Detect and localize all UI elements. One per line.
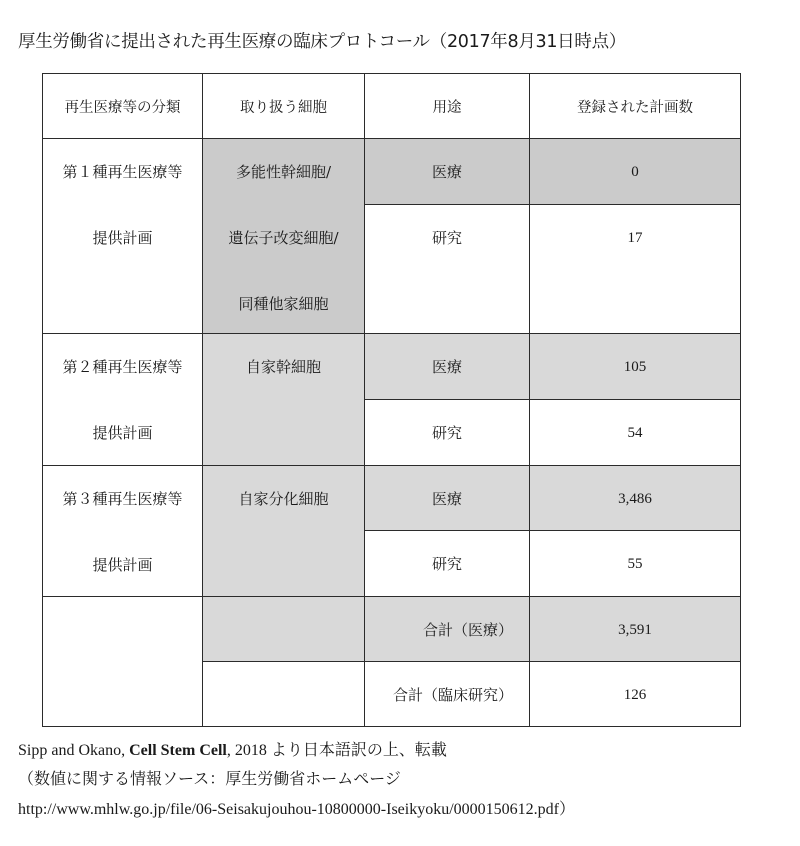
count-value: 17 <box>627 230 643 246</box>
use-label: 研究 <box>431 424 462 442</box>
cells-type1-line1: 多能性幹細胞/ <box>235 163 332 181</box>
total-medical-label <box>364 596 530 662</box>
use-type2-research <box>364 399 530 466</box>
header-cells: 取り扱う細胞 <box>202 73 365 139</box>
count-value: 126 <box>623 687 647 703</box>
header-count: 登録された計画数 <box>529 73 741 139</box>
cells-type3 <box>202 465 365 597</box>
citation-line <box>18 737 447 760</box>
classification-type1-line1: 第１種再生医療等 <box>62 163 183 181</box>
total-medical-count <box>529 596 741 662</box>
count-value: 55 <box>627 556 643 572</box>
classification-type1-line2: 提供計画 <box>92 229 153 247</box>
count-value: 3,591 <box>618 622 652 638</box>
count-type2-research <box>529 399 741 466</box>
total-label: 合計（臨床研究） <box>392 686 513 704</box>
count-type1-medical <box>529 138 741 205</box>
header-classification: 再生医療等の分類 <box>42 73 203 139</box>
cells-type2-line1: 自家幹細胞 <box>245 358 321 376</box>
use-type3-medical <box>364 465 530 531</box>
count-value: 54 <box>627 425 643 441</box>
document-title: 厚生労働省に提出された再生医療の臨床プロトコール（2017年8月31日時点） <box>18 32 626 52</box>
cells-type1-line3: 同種他家細胞 <box>238 295 329 313</box>
classification-type3-line2: 提供計画 <box>92 556 153 574</box>
cells-type1-line2: 遺伝子改変細胞/ <box>228 229 339 247</box>
count-value: 3,486 <box>618 491 652 507</box>
classification-type2-line2: 提供計画 <box>92 424 153 442</box>
total-research-count <box>529 661 741 727</box>
header-use: 用途 <box>364 73 530 139</box>
use-type1-research <box>364 204 530 334</box>
use-label: 医療 <box>431 490 462 508</box>
count-type3-research <box>529 530 741 597</box>
protocol-table <box>42 73 741 727</box>
cells-type3-line1: 自家分化細胞 <box>238 490 329 508</box>
use-type1-medical <box>364 138 530 205</box>
count-type1-research <box>529 204 741 334</box>
cells-type2 <box>202 333 365 466</box>
use-label: 医療 <box>431 358 462 376</box>
totals-empty-cells-research <box>202 661 365 727</box>
source-note: （数値に関する情報ソース：厚生労働省ホームページ <box>18 771 401 788</box>
use-label: 研究 <box>431 229 462 247</box>
classification-type1 <box>42 138 203 334</box>
use-type3-research <box>364 530 530 597</box>
count-type3-medical <box>529 465 741 531</box>
classification-type3 <box>42 465 203 597</box>
classification-type3-line1: 第３種再生医療等 <box>62 490 183 508</box>
use-type2-medical <box>364 333 530 400</box>
total-research-label <box>364 661 530 727</box>
count-type2-medical <box>529 333 741 400</box>
classification-type2-line1: 第２種再生医療等 <box>62 358 183 376</box>
source-url: http://www.mhlw.go.jp/file/06-Seisakujouhou-10800000-Iseikyoku/0000150612.pdf） <box>18 801 575 818</box>
total-label: 合計（医療） <box>422 621 513 639</box>
count-value: 0 <box>631 164 639 180</box>
count-value: 105 <box>623 359 647 375</box>
citation-journal: Cell Stem Cell <box>129 742 227 759</box>
classification-type2 <box>42 333 203 466</box>
totals-empty-cells-medical <box>202 596 365 662</box>
cells-type1 <box>202 138 365 334</box>
citation-note: , 2018 より日本語訳の上、転載 <box>226 742 447 759</box>
citation-authors: Sipp and Okano, <box>18 742 130 759</box>
totals-empty-classification <box>42 596 203 727</box>
use-label: 研究 <box>431 555 462 573</box>
use-label: 医療 <box>431 163 462 181</box>
